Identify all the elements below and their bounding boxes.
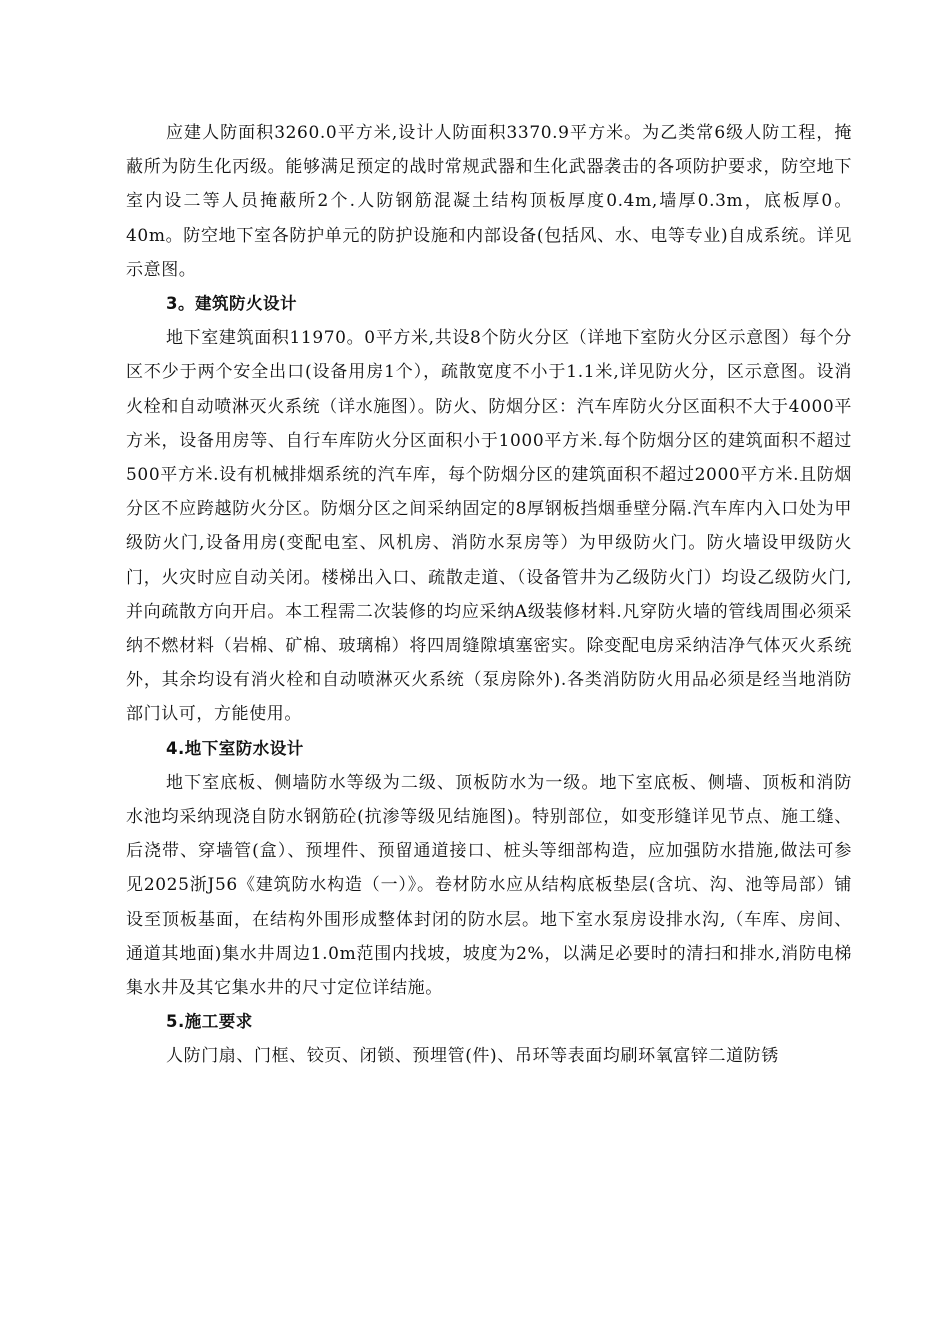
section-heading-fire-protection: 3。建筑防火设计 <box>166 294 297 314</box>
section-heading-waterproofing: 4.地下室防水设计 <box>166 738 304 758</box>
section-body-fire-protection: 地下室建筑面积11970。0平方米,共设8个防火分区（详地下室防火分区示意图）每个分区不少于两个安全出口(设备用房1个），疏散宽度不小于1.1米,详见防火分，区示意图。设消火栓和自动喷淋灭火系统（详水施图）。防火、防烟分区：汽车库防火分区面积不大于4000平方米，设备用房等、自行车库防火分区面积小于1000平方米.每个防烟分区的建筑面积不超过500平方米.设有机械排烟系统的汽车库，每个防烟分区的建筑面积不超过2000平方米.且防烟分区不应跨越防火分区。防烟分区之间采纳固定的8厚钢板挡烟垂壁分隔.汽车库内入口处为甲级防火门,设备用房(变配电室、风机房、消防水泵房等）为甲级防火门。防火墙设甲级防火门，火灾时应自动关闭。楼梯出入口、疏散走道、（设备管井为乙级防火门）均设乙级防火门,并向疏散方向开启。本工程需二次装修的均应采纳A级装修材料.凡穿防火墙的管线周围必须采纳不燃材料（岩棉、矿棉、玻璃棉）将四周缝隙填塞密实。除变配电房采纳洁净气体灭火系统外，其余均设有消火栓和自动喷淋灭火系统（泵房除外).各类消防防火用品必须是经当地消防部门认可，方能使用。 <box>126 328 852 725</box>
section-body-construction-requirements: 人防门扇、门框、铰页、闭锁、预埋管(件)、吊环等表面均刷环氧富锌二道防锈 <box>166 1046 779 1067</box>
document-body <box>126 116 852 1074</box>
section-body-waterproofing: 地下室底板、侧墙防水等级为二级、顶板防水为一级。地下室底板、侧墙、顶板和消防水池均采纳现浇自防水钢筋砼(抗渗等级见结施图)。特别部位，如变形缝详见节点、施工缝、后浇带、穿墙管(盒）、预埋件、预留通道接口、桩头等细部构造，应加强防水措施,做法可参见2025浙J56《建筑防水构造（一）》。卷材防水应从结构底板垫层(含坑、沟、池等局部）铺设至顶板基面，在结构外围形成整体封闭的防水层。地下室水泵房设排水沟,（车库、房间、通道其地面)集水井周边1.0m范围内找坡，坡度为2%，以满足必要时的清扫和排水,消防电梯集水井及其它集水井的尺寸定位详结施。 <box>126 772 852 999</box>
intro-paragraph: 应建人防面积3260.0平方米,设计人防面积3370.9平方米。为乙类常6级人防工程，掩蔽所为防生化丙级。能够满足预定的战时常规武器和生化武器袭击的各项防护要求，防空地下室内设二等人员掩蔽所2个.人防钢筋混凝土结构顶板厚度0.4m,墙厚0.3m，底板厚0。40m。防空地下室各防护单元的防护设施和内部设备(包括风、水、电等专业)自成系统。详见示意图。 <box>126 123 852 280</box>
section-heading-construction-requirements: 5.施工要求 <box>166 1012 253 1032</box>
